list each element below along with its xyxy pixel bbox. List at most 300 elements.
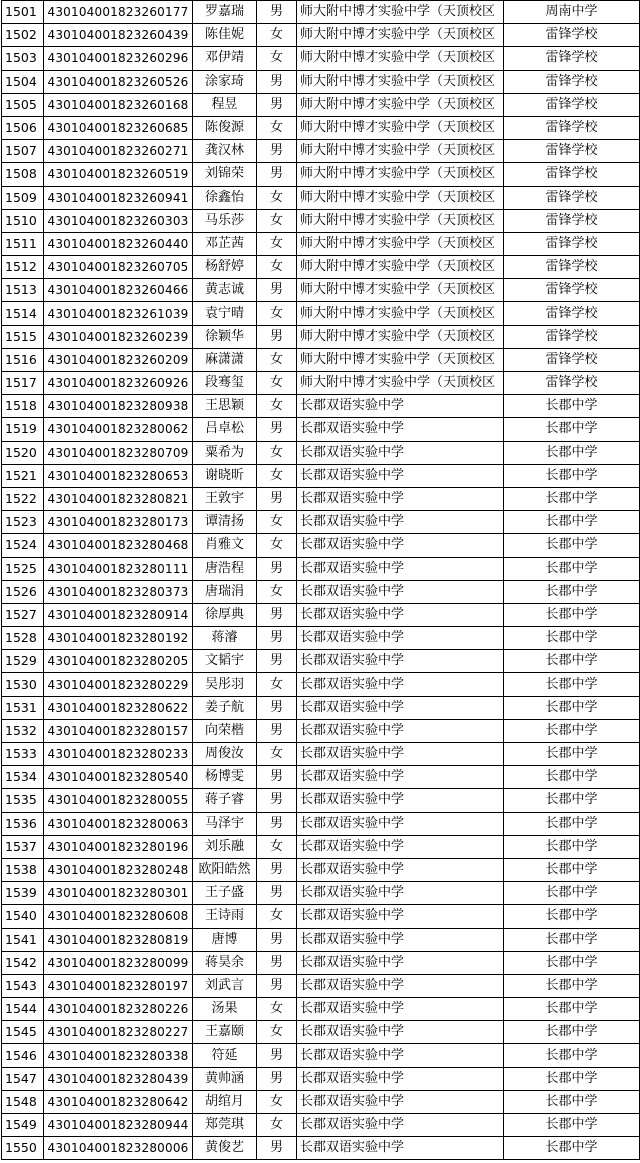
- student-name-cell: 胡绾月: [193, 1090, 257, 1113]
- assigned-school-cell: 雷锋学校: [504, 47, 640, 70]
- assigned-school-cell: 周南中学: [504, 1, 640, 24]
- row-number-cell: 1543: [2, 974, 44, 997]
- table-row: [2, 418, 640, 441]
- table-row: [2, 1090, 640, 1113]
- assigned-school-cell: 长郡中学: [504, 1090, 640, 1113]
- gender-cell: 女: [257, 534, 297, 557]
- row-number-cell: 1509: [2, 186, 44, 209]
- middle-school-cell: 师大附中博才实验中学（天顶校区: [297, 47, 504, 70]
- row-number-cell: 1501: [2, 1, 44, 24]
- assigned-school-cell: 雷锋学校: [504, 24, 640, 47]
- middle-school-cell: 长郡双语实验中学: [297, 1021, 504, 1044]
- student-name-cell: 王敦宇: [193, 487, 257, 510]
- middle-school-cell: 长郡双语实验中学: [297, 719, 504, 742]
- assigned-school-cell: 长郡中学: [504, 627, 640, 650]
- table-row: [2, 279, 640, 302]
- middle-school-cell: 长郡双语实验中学: [297, 696, 504, 719]
- middle-school-cell: 长郡双语实验中学: [297, 673, 504, 696]
- student-id-cell: 430104001823280173: [44, 511, 193, 534]
- assigned-school-cell: 雷锋学校: [504, 302, 640, 325]
- middle-school-cell: 长郡双语实验中学: [297, 789, 504, 812]
- student-id-cell: 430104001823280914: [44, 603, 193, 626]
- row-number-cell: 1550: [2, 1137, 44, 1160]
- assigned-school-cell: 长郡中学: [504, 557, 640, 580]
- gender-cell: 女: [257, 998, 297, 1021]
- middle-school-cell: 师大附中博才实验中学（天顶校区: [297, 24, 504, 47]
- gender-cell: 女: [257, 1021, 297, 1044]
- student-name-cell: 谢晓昕: [193, 464, 257, 487]
- assigned-school-cell: 长郡中学: [504, 789, 640, 812]
- student-name-cell: 唐浩程: [193, 557, 257, 580]
- row-number-cell: 1520: [2, 441, 44, 464]
- gender-cell: 男: [257, 1067, 297, 1090]
- assigned-school-cell: 长郡中学: [504, 650, 640, 673]
- assigned-school-cell: 长郡中学: [504, 418, 640, 441]
- student-name-cell: 罗嘉瑞: [193, 1, 257, 24]
- student-name-cell: 邓芷茜: [193, 232, 257, 255]
- middle-school-cell: 师大附中博才实验中学（天顶校区: [297, 93, 504, 116]
- row-number-cell: 1544: [2, 998, 44, 1021]
- gender-cell: 女: [257, 348, 297, 371]
- student-name-cell: 姜子航: [193, 696, 257, 719]
- table-row: [2, 209, 640, 232]
- gender-cell: 女: [257, 186, 297, 209]
- middle-school-cell: 长郡双语实验中学: [297, 928, 504, 951]
- table-row: [2, 1114, 640, 1137]
- middle-school-cell: 师大附中博才实验中学（天顶校区: [297, 209, 504, 232]
- gender-cell: 男: [257, 140, 297, 163]
- student-name-cell: 徐颖华: [193, 325, 257, 348]
- student-id-cell: 430104001823280301: [44, 882, 193, 905]
- row-number-cell: 1522: [2, 487, 44, 510]
- table-row: [2, 487, 640, 510]
- student-name-cell: 粟希为: [193, 441, 257, 464]
- gender-cell: 男: [257, 766, 297, 789]
- middle-school-cell: 长郡双语实验中学: [297, 905, 504, 928]
- row-number-cell: 1519: [2, 418, 44, 441]
- assigned-school-cell: 雷锋学校: [504, 116, 640, 139]
- middle-school-cell: 长郡双语实验中学: [297, 1137, 504, 1160]
- row-number-cell: 1506: [2, 116, 44, 139]
- table-row: [2, 882, 640, 905]
- student-name-cell: 徐厚典: [193, 603, 257, 626]
- middle-school-cell: 长郡双语实验中学: [297, 418, 504, 441]
- table-row: [2, 1137, 640, 1160]
- row-number-cell: 1530: [2, 673, 44, 696]
- table-row: [2, 627, 640, 650]
- assigned-school-cell: 长郡中学: [504, 534, 640, 557]
- student-name-cell: 汤果: [193, 998, 257, 1021]
- middle-school-cell: 长郡双语实验中学: [297, 882, 504, 905]
- table-row: [2, 372, 640, 395]
- gender-cell: 男: [257, 812, 297, 835]
- student-name-cell: 蒋濬: [193, 627, 257, 650]
- gender-cell: 男: [257, 719, 297, 742]
- student-name-cell: 黄俊艺: [193, 1137, 257, 1160]
- gender-cell: 女: [257, 835, 297, 858]
- student-name-cell: 唐博: [193, 928, 257, 951]
- row-number-cell: 1528: [2, 627, 44, 650]
- assigned-school-cell: 长郡中学: [504, 673, 640, 696]
- assigned-school-cell: 雷锋学校: [504, 140, 640, 163]
- assigned-school-cell: 雷锋学校: [504, 279, 640, 302]
- middle-school-cell: 师大附中博才实验中学（天顶校区: [297, 232, 504, 255]
- table-row: [2, 395, 640, 418]
- student-name-cell: 黄帅涵: [193, 1067, 257, 1090]
- row-number-cell: 1524: [2, 534, 44, 557]
- table-row: [2, 719, 640, 742]
- assigned-school-cell: 长郡中学: [504, 696, 640, 719]
- assigned-school-cell: 长郡中学: [504, 998, 640, 1021]
- student-name-cell: 龚汉林: [193, 140, 257, 163]
- student-name-cell: 陈佳妮: [193, 24, 257, 47]
- assigned-school-cell: 雷锋学校: [504, 232, 640, 255]
- table-row: [2, 603, 640, 626]
- row-number-cell: 1535: [2, 789, 44, 812]
- student-id-cell: 430104001823280062: [44, 418, 193, 441]
- assigned-school-cell: 长郡中学: [504, 951, 640, 974]
- student-id-cell: 430104001823280944: [44, 1114, 193, 1137]
- gender-cell: 男: [257, 1044, 297, 1067]
- assigned-school-cell: 雷锋学校: [504, 348, 640, 371]
- gender-cell: 女: [257, 372, 297, 395]
- table-row: [2, 905, 640, 928]
- middle-school-cell: 长郡双语实验中学: [297, 951, 504, 974]
- row-number-cell: 1526: [2, 580, 44, 603]
- student-id-cell: 430104001823280063: [44, 812, 193, 835]
- middle-school-cell: 长郡双语实验中学: [297, 650, 504, 673]
- middle-school-cell: 长郡双语实验中学: [297, 1114, 504, 1137]
- assigned-school-cell: 雷锋学校: [504, 256, 640, 279]
- row-number-cell: 1505: [2, 93, 44, 116]
- table-row: [2, 998, 640, 1021]
- row-number-cell: 1537: [2, 835, 44, 858]
- row-number-cell: 1527: [2, 603, 44, 626]
- middle-school-cell: 长郡双语实验中学: [297, 835, 504, 858]
- row-number-cell: 1545: [2, 1021, 44, 1044]
- middle-school-cell: 长郡双语实验中学: [297, 627, 504, 650]
- gender-cell: 男: [257, 603, 297, 626]
- table-row: [2, 766, 640, 789]
- gender-cell: 男: [257, 325, 297, 348]
- row-number-cell: 1517: [2, 372, 44, 395]
- middle-school-cell: 长郡双语实验中学: [297, 487, 504, 510]
- table-row: [2, 743, 640, 766]
- table-row: [2, 928, 640, 951]
- table-row: [2, 325, 640, 348]
- middle-school-cell: 长郡双语实验中学: [297, 858, 504, 881]
- row-number-cell: 1542: [2, 951, 44, 974]
- student-id-cell: 430104001823280608: [44, 905, 193, 928]
- row-number-cell: 1503: [2, 47, 44, 70]
- assigned-school-cell: 长郡中学: [504, 928, 640, 951]
- student-id-cell: 430104001823280226: [44, 998, 193, 1021]
- table-body: [2, 1, 640, 1160]
- row-number-cell: 1540: [2, 905, 44, 928]
- student-id-cell: 430104001823280111: [44, 557, 193, 580]
- student-name-cell: 马乐莎: [193, 209, 257, 232]
- table-row: [2, 1, 640, 24]
- assigned-school-cell: 雷锋学校: [504, 70, 640, 93]
- gender-cell: 男: [257, 951, 297, 974]
- gender-cell: 男: [257, 696, 297, 719]
- table-row: [2, 673, 640, 696]
- student-name-cell: 欧阳皓然: [193, 858, 257, 881]
- table-row: [2, 858, 640, 881]
- row-number-cell: 1504: [2, 70, 44, 93]
- student-name-cell: 向荣楷: [193, 719, 257, 742]
- gender-cell: 男: [257, 1137, 297, 1160]
- gender-cell: 女: [257, 905, 297, 928]
- middle-school-cell: 长郡双语实验中学: [297, 441, 504, 464]
- table-row: [2, 1021, 640, 1044]
- student-id-cell: 430104001823280938: [44, 395, 193, 418]
- gender-cell: 女: [257, 47, 297, 70]
- table-row: [2, 70, 640, 93]
- table-row: [2, 163, 640, 186]
- middle-school-cell: 长郡双语实验中学: [297, 998, 504, 1021]
- middle-school-cell: 长郡双语实验中学: [297, 1044, 504, 1067]
- row-number-cell: 1518: [2, 395, 44, 418]
- gender-cell: 女: [257, 464, 297, 487]
- student-name-cell: 蒋昊余: [193, 951, 257, 974]
- student-name-cell: 吴彤羽: [193, 673, 257, 696]
- row-number-cell: 1516: [2, 348, 44, 371]
- student-name-cell: 文韬宇: [193, 650, 257, 673]
- row-number-cell: 1539: [2, 882, 44, 905]
- assigned-school-cell: 长郡中学: [504, 511, 640, 534]
- gender-cell: 男: [257, 70, 297, 93]
- row-number-cell: 1532: [2, 719, 44, 742]
- student-name-cell: 王诗雨: [193, 905, 257, 928]
- table-row: [2, 93, 640, 116]
- student-id-cell: 430104001823280229: [44, 673, 193, 696]
- assigned-school-cell: 长郡中学: [504, 1044, 640, 1067]
- table-row: [2, 441, 640, 464]
- student-name-cell: 郑莞琪: [193, 1114, 257, 1137]
- student-name-cell: 黄志诚: [193, 279, 257, 302]
- assigned-school-cell: 长郡中学: [504, 603, 640, 626]
- middle-school-cell: 长郡双语实验中学: [297, 464, 504, 487]
- row-number-cell: 1502: [2, 24, 44, 47]
- table-row: [2, 974, 640, 997]
- middle-school-cell: 长郡双语实验中学: [297, 1090, 504, 1113]
- student-name-cell: 麻潇潇: [193, 348, 257, 371]
- table-row: [2, 650, 640, 673]
- row-number-cell: 1514: [2, 302, 44, 325]
- row-number-cell: 1515: [2, 325, 44, 348]
- student-id-cell: 430104001823280439: [44, 1067, 193, 1090]
- student-id-cell: 430104001823280205: [44, 650, 193, 673]
- table-row: [2, 511, 640, 534]
- assigned-school-cell: 长郡中学: [504, 441, 640, 464]
- student-id-cell: 430104001823260271: [44, 140, 193, 163]
- student-name-cell: 谭清扬: [193, 511, 257, 534]
- table-row: [2, 1044, 640, 1067]
- student-name-cell: 蒋子睿: [193, 789, 257, 812]
- middle-school-cell: 长郡双语实验中学: [297, 511, 504, 534]
- student-id-cell: 430104001823280099: [44, 951, 193, 974]
- student-id-cell: 430104001823280055: [44, 789, 193, 812]
- assigned-school-cell: 雷锋学校: [504, 163, 640, 186]
- student-id-cell: 430104001823280622: [44, 696, 193, 719]
- assigned-school-cell: 雷锋学校: [504, 209, 640, 232]
- row-number-cell: 1531: [2, 696, 44, 719]
- student-id-cell: 430104001823260926: [44, 372, 193, 395]
- assigned-school-cell: 长郡中学: [504, 882, 640, 905]
- gender-cell: 男: [257, 789, 297, 812]
- student-id-cell: 430104001823280468: [44, 534, 193, 557]
- student-id-cell: 430104001823280642: [44, 1090, 193, 1113]
- assigned-school-cell: 长郡中学: [504, 464, 640, 487]
- student-name-cell: 唐瑞涓: [193, 580, 257, 603]
- student-id-cell: 430104001823260705: [44, 256, 193, 279]
- assigned-school-cell: 长郡中学: [504, 1021, 640, 1044]
- middle-school-cell: 长郡双语实验中学: [297, 603, 504, 626]
- gender-cell: 男: [257, 557, 297, 580]
- student-name-cell: 马泽宇: [193, 812, 257, 835]
- student-id-cell: 430104001823260466: [44, 279, 193, 302]
- assigned-school-cell: 长郡中学: [504, 395, 640, 418]
- middle-school-cell: 师大附中博才实验中学（天顶校区: [297, 1, 504, 24]
- gender-cell: 男: [257, 928, 297, 951]
- student-id-cell: 430104001823280248: [44, 858, 193, 881]
- student-id-cell: 430104001823280709: [44, 441, 193, 464]
- student-name-cell: 符延: [193, 1044, 257, 1067]
- student-id-cell: 430104001823280819: [44, 928, 193, 951]
- student-id-cell: 430104001823280227: [44, 1021, 193, 1044]
- row-number-cell: 1513: [2, 279, 44, 302]
- table-row: [2, 789, 640, 812]
- gender-cell: 男: [257, 279, 297, 302]
- row-number-cell: 1508: [2, 163, 44, 186]
- assigned-school-cell: 长郡中学: [504, 1137, 640, 1160]
- student-name-cell: 刘锦荣: [193, 163, 257, 186]
- assigned-school-cell: 长郡中学: [504, 835, 640, 858]
- gender-cell: 男: [257, 627, 297, 650]
- student-id-cell: 430104001823260439: [44, 24, 193, 47]
- assigned-school-cell: 长郡中学: [504, 580, 640, 603]
- row-number-cell: 1536: [2, 812, 44, 835]
- student-name-cell: 王思颖: [193, 395, 257, 418]
- student-name-cell: 陈俊源: [193, 116, 257, 139]
- assigned-school-cell: 长郡中学: [504, 1067, 640, 1090]
- student-id-cell: 430104001823280197: [44, 974, 193, 997]
- middle-school-cell: 长郡双语实验中学: [297, 557, 504, 580]
- middle-school-cell: 长郡双语实验中学: [297, 766, 504, 789]
- gender-cell: 女: [257, 116, 297, 139]
- student-id-cell: 430104001823280006: [44, 1137, 193, 1160]
- student-id-cell: 430104001823260941: [44, 186, 193, 209]
- table-row: [2, 232, 640, 255]
- gender-cell: 男: [257, 858, 297, 881]
- row-number-cell: 1548: [2, 1090, 44, 1113]
- gender-cell: 男: [257, 882, 297, 905]
- assigned-school-cell: 长郡中学: [504, 1114, 640, 1137]
- table-row: [2, 835, 640, 858]
- student-name-cell: 周俊汝: [193, 743, 257, 766]
- student-id-cell: 430104001823280338: [44, 1044, 193, 1067]
- student-name-cell: 徐鑫怡: [193, 186, 257, 209]
- student-name-cell: 涂家琦: [193, 70, 257, 93]
- gender-cell: 女: [257, 673, 297, 696]
- student-name-cell: 袁宁晴: [193, 302, 257, 325]
- gender-cell: 女: [257, 232, 297, 255]
- assigned-school-cell: 长郡中学: [504, 812, 640, 835]
- gender-cell: 女: [257, 511, 297, 534]
- middle-school-cell: 师大附中博才实验中学（天顶校区: [297, 256, 504, 279]
- student-id-cell: 430104001823260239: [44, 325, 193, 348]
- student-name-cell: 刘乐融: [193, 835, 257, 858]
- table-row: [2, 557, 640, 580]
- student-id-cell: 430104001823260440: [44, 232, 193, 255]
- student-id-cell: 430104001823260519: [44, 163, 193, 186]
- middle-school-cell: 师大附中博才实验中学（天顶校区: [297, 163, 504, 186]
- student-id-cell: 430104001823280653: [44, 464, 193, 487]
- row-number-cell: 1525: [2, 557, 44, 580]
- table-row: [2, 116, 640, 139]
- gender-cell: 女: [257, 256, 297, 279]
- gender-cell: 男: [257, 974, 297, 997]
- gender-cell: 女: [257, 743, 297, 766]
- table-row: [2, 1067, 640, 1090]
- middle-school-cell: 师大附中博才实验中学（天顶校区: [297, 140, 504, 163]
- student-name-cell: 肖雅文: [193, 534, 257, 557]
- student-id-cell: 430104001823261039: [44, 302, 193, 325]
- assigned-school-cell: 长郡中学: [504, 974, 640, 997]
- student-name-cell: 程昱: [193, 93, 257, 116]
- student-id-cell: 430104001823260296: [44, 47, 193, 70]
- table-row: [2, 696, 640, 719]
- table-row: [2, 534, 640, 557]
- student-id-cell: 430104001823280192: [44, 627, 193, 650]
- student-id-cell: 430104001823260685: [44, 116, 193, 139]
- row-number-cell: 1511: [2, 232, 44, 255]
- student-id-cell: 430104001823260209: [44, 348, 193, 371]
- middle-school-cell: 长郡双语实验中学: [297, 1067, 504, 1090]
- gender-cell: 女: [257, 24, 297, 47]
- row-number-cell: 1541: [2, 928, 44, 951]
- middle-school-cell: 长郡双语实验中学: [297, 974, 504, 997]
- assigned-school-cell: 雷锋学校: [504, 325, 640, 348]
- assigned-school-cell: 雷锋学校: [504, 93, 640, 116]
- gender-cell: 男: [257, 1, 297, 24]
- assigned-school-cell: 长郡中学: [504, 766, 640, 789]
- row-number-cell: 1523: [2, 511, 44, 534]
- gender-cell: 男: [257, 650, 297, 673]
- gender-cell: 男: [257, 163, 297, 186]
- gender-cell: 男: [257, 93, 297, 116]
- row-number-cell: 1546: [2, 1044, 44, 1067]
- table-row: [2, 186, 640, 209]
- middle-school-cell: 师大附中博才实验中学（天顶校区: [297, 372, 504, 395]
- table-row: [2, 47, 640, 70]
- student-id-cell: 430104001823280233: [44, 743, 193, 766]
- gender-cell: 女: [257, 441, 297, 464]
- student-id-cell: 430104001823260526: [44, 70, 193, 93]
- assigned-school-cell: 长郡中学: [504, 858, 640, 881]
- assigned-school-cell: 长郡中学: [504, 719, 640, 742]
- gender-cell: 男: [257, 487, 297, 510]
- row-number-cell: 1529: [2, 650, 44, 673]
- student-name-cell: 段骞玺: [193, 372, 257, 395]
- student-id-cell: 430104001823260303: [44, 209, 193, 232]
- middle-school-cell: 师大附中博才实验中学（天顶校区: [297, 325, 504, 348]
- student-id-cell: 430104001823260177: [44, 1, 193, 24]
- student-id-cell: 430104001823280196: [44, 835, 193, 858]
- row-number-cell: 1510: [2, 209, 44, 232]
- table-row: [2, 580, 640, 603]
